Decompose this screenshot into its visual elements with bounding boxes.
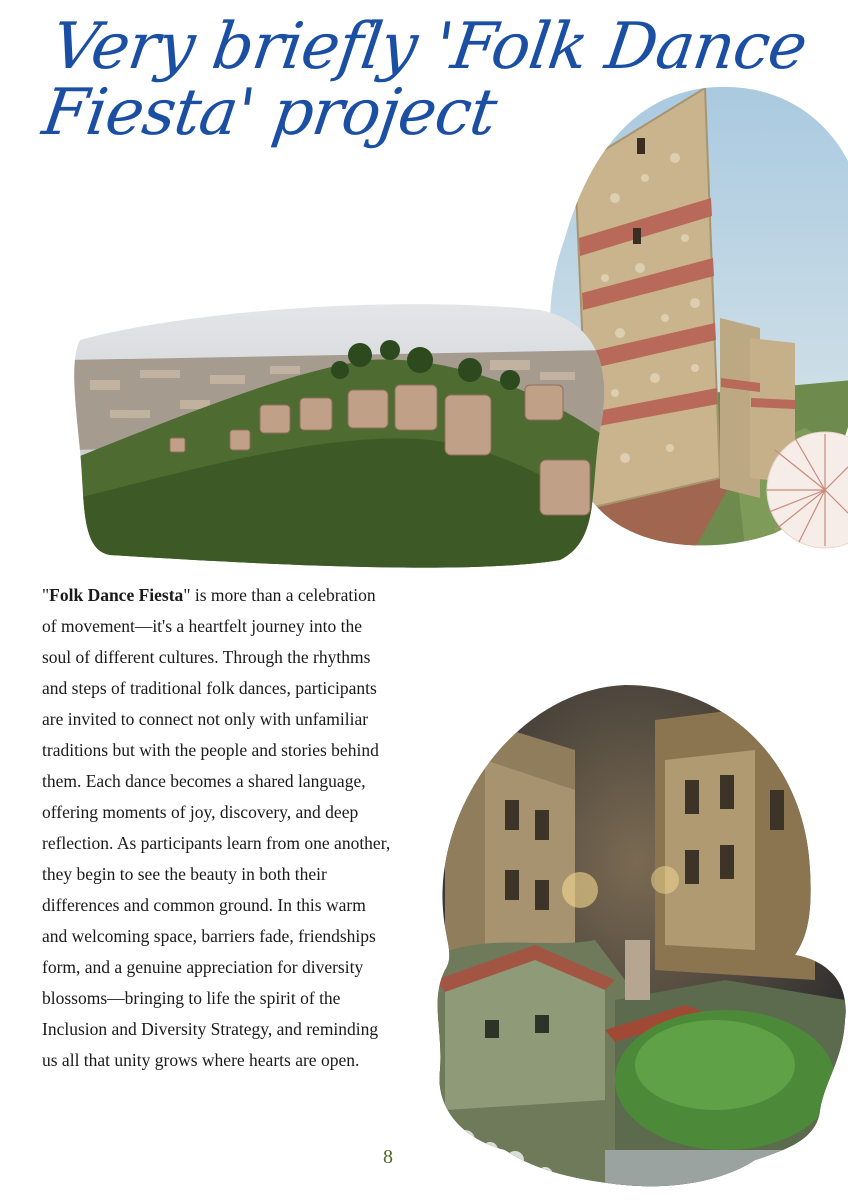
decorative-fan-icon — [755, 430, 848, 550]
page-number: 8 — [383, 1146, 393, 1168]
quote-close: " — [183, 585, 191, 605]
body-text-content: is more than a celebration of movement—it's a heartfelt journey into the soul of different cultures. Through the rhythms and steps of traditional folk dances, participants are invited to connect not only with unfamiliar traditions but with the people and stories behind them. Each dance becomes a shared language, offering moments of joy, discovery, and deep reflection. As participants learn from one another, they begin to see the beauty in both their differences and common ground. In this warm and welcoming space, barriers fade, friendships form, and a genuine appreciation for diversity blossoms—bringing to life the spirit of the Inclusion and Diversity Strategy, and reminding us all that unity grows where hearts are open. — [42, 585, 391, 1070]
old-town-street-painting — [425, 680, 848, 1200]
aerial-castle-photo — [70, 300, 610, 570]
body-paragraph — [42, 580, 392, 1076]
project-name: Folk Dance Fiesta — [49, 585, 184, 605]
title-line-2: Fiesta' project — [38, 76, 501, 150]
title-line-1: Very briefly 'Folk Dance — [47, 10, 811, 84]
quote-open: " — [42, 585, 50, 605]
